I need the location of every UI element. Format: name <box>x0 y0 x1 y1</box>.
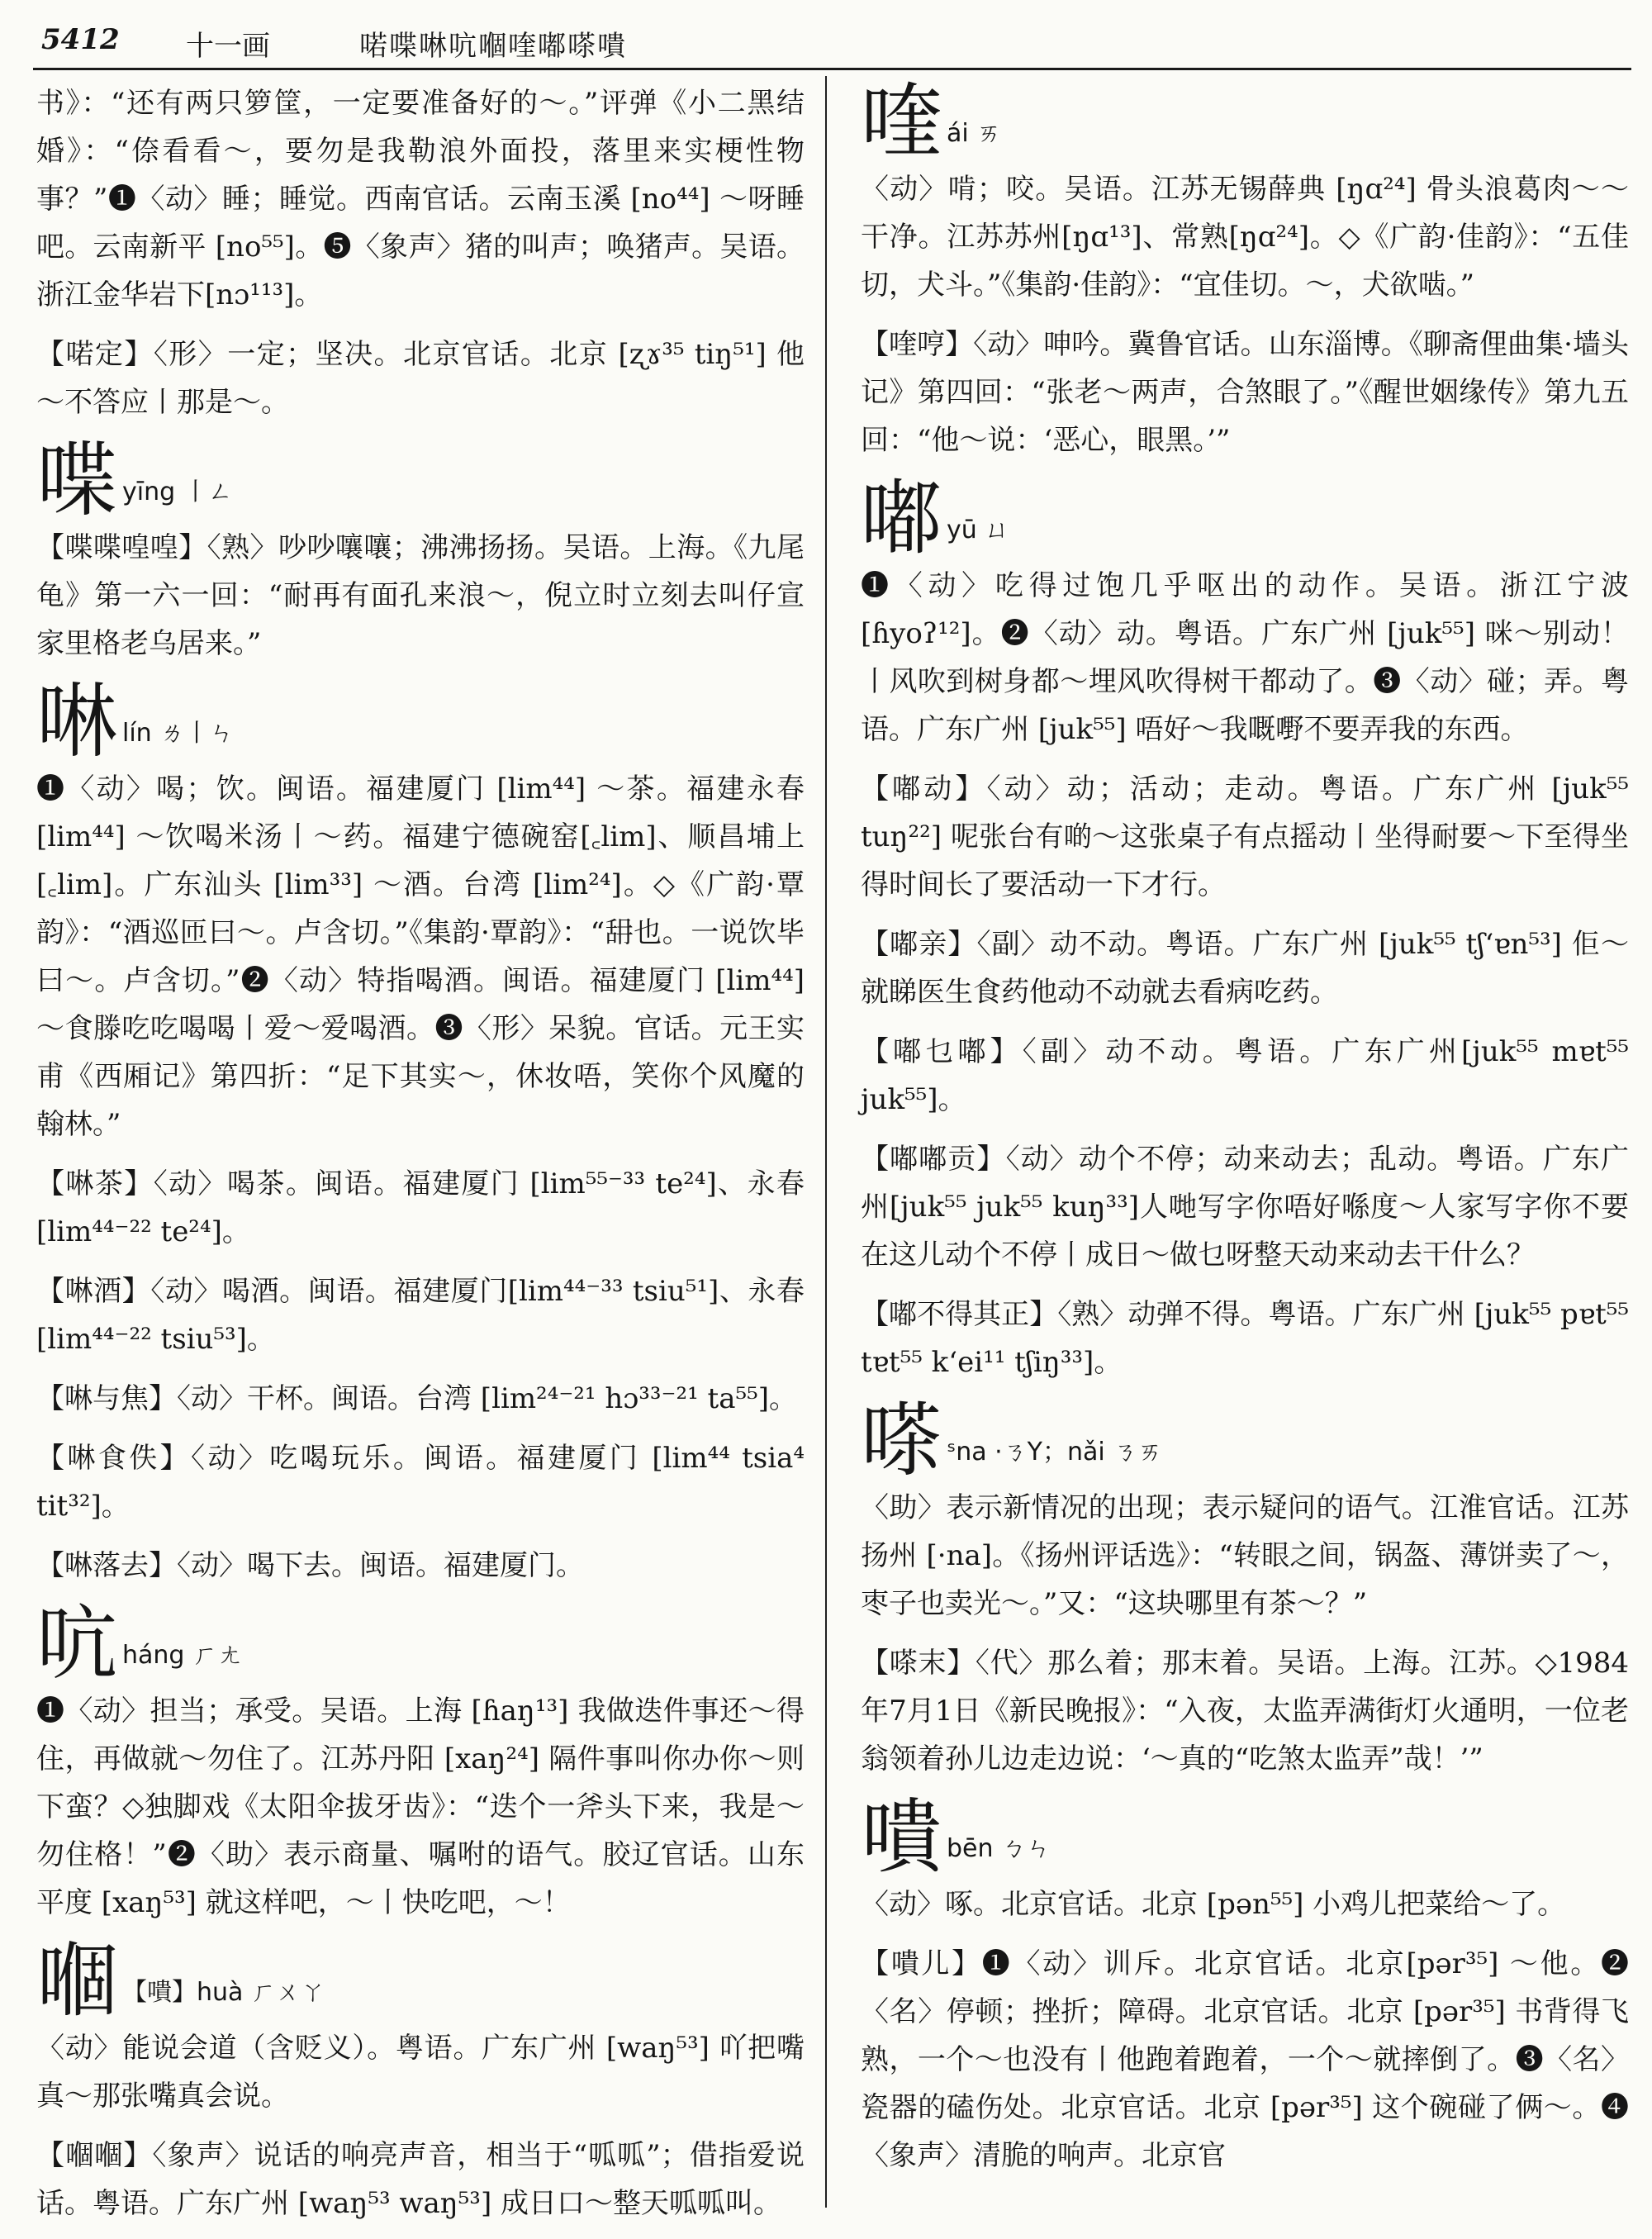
sub-entry: 【嘟嘟贡】〈动〉动个不停；动来动去；乱动。粤语。广东广州[juk⁵⁵ juk⁵⁵ kuŋ³³]人哋写字你唔好喺度～人家写字你不要在这儿动个不停丨成日～做乜呀整天动来动去干什么？ <box>861 1143 1629 1272</box>
sub-entry: 【啉酒】〈动〉喝酒。闽语。福建厦门[lim⁴⁴⁻³³ tsiu⁵¹]、永春 [lim⁴⁴⁻²² tsiu⁵³]。 <box>36 1275 805 1356</box>
definition-text: ❶〈动〉担当；承受。吴语。上海 [ɦaŋ¹³] 我做迭件事还～得住，再做就～勿住了。江苏丹阳 [xaŋ²⁴] 隔件事叫你办你～则下蛮？◇独脚戏《太阳伞拔牙齿》：“迭个一斧头下来，我是～勿住格！”❷〈助〉表示商量、嘱咐的语气。胶辽官话。山东平度 [xaŋ⁵³] 就这样吧，～丨快吃吧，～！ <box>36 1695 805 1919</box>
page-number: 5412 <box>41 23 120 56</box>
pronunciation: ái ㄞ <box>947 119 1002 148</box>
sub-entry: 【喋喋喤喤】〈熟〉吵吵嚷嚷；沸沸扬扬。吴语。上海。《九尾龟》第一六一回：“耐再有面孔来浪～，倪立时立刻去叫仔宣家里格老乌居来。” <box>36 531 805 660</box>
sub-entry: 【嗏末】〈代〉那么着；那末着。吴语。上海。江苏。◇1984年7月1日《新民晚报》：“入夜，太监弄满街灯火通明，一位老翁领着孙儿边走边说：‘～真的“吃煞太监弄”哉！’” <box>861 1647 1629 1776</box>
header-characters: 喏喋啉吭嗰喹嘟嗏嘳 <box>359 30 627 63</box>
headword-entry <box>861 1790 1629 1885</box>
sub-entry: 【喏定】〈形〉一定；坚决。北京官话。北京 [ʐɤ³⁵ tiŋ⁵¹] 他～不答应丨那是～。 <box>36 338 805 419</box>
sub-entry: 【嘟亲】〈副〉动不动。粤语。广东广州 [juk⁵⁵ tʃʻɐn⁵³] 佢～就睇医生食药他动不动就去看病吃药。 <box>861 928 1629 1009</box>
headword-entry <box>861 1394 1629 1488</box>
definition-text: ❶〈动〉喝；饮。闽语。福建厦门 [lim⁴⁴] ～茶。福建永春 [lim⁴⁴] ～饮喝米汤丨～药。福建宁德碗窑[꜀lim]、顺昌埔上[꜀lim]。广东汕头 [lim³³] ～酒。台湾 [lim²⁴]。◇《广韵·覃韵》：“酒巡匝曰～。卢含切。”《集韵·覃韵》：“䑙也。一说饮毕曰～。卢含切。”❷〈动〉特指喝酒。闽语。福建厦门 [lim⁴⁴] ～食滕吃吃喝喝丨爱～爱喝酒。❸〈形〉呆貌。官话。元王实甫《西厢记》第四折：“足下其实～，休妆唔，笑你个风魔的翰林。” <box>36 772 805 1141</box>
headword: 喋 <box>36 434 118 528</box>
left-column <box>36 79 805 2239</box>
headword: 啉 <box>36 675 118 769</box>
right-column <box>861 75 1629 2191</box>
pronunciation: yīng 丨ㄥ <box>122 478 233 506</box>
pronunciation: ˢna ·ㄋY；nǎi ㄋㄞ <box>947 1438 1163 1467</box>
sub-entry: 【嘟动】〈动〉动；活动；走动。粤语。广东广州 [juk⁵⁵ tuŋ²²] 呢张台有啲～这张桌子有点摇动丨坐得耐要～下至得坐得时间长了要活动一下才行。 <box>861 772 1629 901</box>
header-rule <box>33 68 1631 70</box>
definition-text: ❶〈动〉吃得过饱几乎呕出的动作。吴语。浙江宁波 [ɦyoʔ¹²]。❷〈动〉动。粤语。广东广州 [juk⁵⁵] 咪～别动！丨风吹到树身都～埋风吹得树干都动了。❸〈动〉碰；弄。粤语。广东广州 [juk⁵⁵] 唔好～我嘅嘢不要弄我的东西。 <box>861 569 1629 746</box>
sub-entry: 【喹哼】〈动〉呻吟。冀鲁官话。山东淄博。《聊斋俚曲集·墙头记》第四回：“张老～两声，合煞眼了。”《醒世姻缘传》第九五回：“他～说：‘恶心，眼黑。’” <box>861 328 1629 457</box>
sub-entry: 【啉食佚】〈动〉吃喝玩乐。闽语。福建厦门 [lim⁴⁴ tsia⁴ tit³²]。 <box>36 1442 805 1523</box>
pronunciation: háng ㄏㄤ <box>122 1641 243 1670</box>
page-header <box>41 18 1627 61</box>
headword-entry <box>36 434 805 528</box>
definition-text: 书》：“还有两只箩筐，一定要准备好的～。”评弹《小二黑结婚》：“倷看看～，要勿是我勒浪外面投，落里来实梗性物事？”❶〈动〉睡；睡觉。西南官话。云南玉溪 [no⁴⁴] ～呀睡吧。云南新平 [no⁵⁵]。❺〈象声〉猪的叫声；唤猪声。吴语。浙江金华岩下[nɔ¹¹³]。 <box>36 87 805 311</box>
pronunciation: 【嘳】huà ㄏㄨㄚ <box>122 1978 325 2007</box>
pronunciation: lín ㄌ丨ㄣ <box>122 719 235 748</box>
definition-text: 〈动〉啄。北京官话。北京 [pən⁵⁵] 小鸡儿把菜给～了。 <box>861 1888 1566 1921</box>
column-divider <box>825 76 827 2208</box>
sub-entry: 【啉与焦】〈动〉干杯。闽语。台湾 [lim²⁴⁻²¹ hɔ³³⁻²¹ ta⁵⁵]。 <box>36 1382 798 1415</box>
section-title: 十一画 <box>186 30 270 63</box>
headword-entry <box>36 1597 805 1691</box>
sub-entry: 【嘳儿】❶〈动〉训斥。北京官话。北京[pər³⁵] ～他。❷〈名〉停顿；挫折；障碍。北京官话。北京 [pər³⁵] 书背得飞熟，一个～也没有丨他跑着跑着，一个～就摔倒了。❸〈名〉瓷器的磕伤处。北京官话。北京 [pər³⁵] 这个碗碰了俩～。❹〈象声〉清脆的响声。北京官 <box>861 1947 1629 2172</box>
headword: 吭 <box>36 1597 118 1691</box>
headword-entry <box>861 472 1629 566</box>
pronunciation: yū ㄩ <box>947 516 1010 544</box>
sub-entry: 【啉茶】〈动〉喝茶。闽语。福建厦门 [lim⁵⁵⁻³³ te²⁴]、永春 [lim⁴⁴⁻²² te²⁴]。 <box>36 1167 805 1248</box>
sub-entry: 【啉落去】〈动〉喝下去。闽语。福建厦门。 <box>36 1549 584 1582</box>
headword-entry <box>861 75 1629 169</box>
definition-text: 〈助〉表示新情况的出现；表示疑问的语气。江淮官话。江苏扬州 [·na]。《扬州评话选》：“转眼之间，锅盔、薄饼卖了～，枣子也卖光～。”又：“这块哪里有茶～？” <box>861 1491 1629 1620</box>
headword-entry <box>36 675 805 769</box>
headword-entry <box>36 1934 805 2028</box>
headword: 嗏 <box>861 1394 942 1488</box>
sub-entry: 【嗰嗰】〈象声〉说话的响亮声音，相当于“呱呱”；借指爱说话。粤语。广东广州 [waŋ⁵³ waŋ⁵³] 成日口～整天呱呱叫。 <box>36 2139 805 2220</box>
definition-text: 〈动〉能说会道（含贬义）。粤语。广东广州 [waŋ⁵³] 吖把嘴真～那张嘴真会说。 <box>36 2032 805 2113</box>
sub-entry: 【嘟不得其正】〈熟〉动弹不得。粤语。广东广州 [juk⁵⁵ pɐt⁵⁵ tɐt⁵⁵ kʻei¹¹ tʃiŋ³³]。 <box>861 1298 1629 1379</box>
definition-text: 〈动〉啃；咬。吴语。江苏无锡薛典 [ŋɑ²⁴] 骨头浪葛肉～～干净。江苏苏州[ŋɑ¹³]、常熟[ŋɑ²⁴]。◇《广韵·佳韵》：“五佳切，犬斗。”《集韵·佳韵》：“宜佳切。～，犬欲啮。” <box>861 173 1629 302</box>
headword: 嘳 <box>861 1790 942 1885</box>
pronunciation: bēn ㄅㄣ <box>947 1834 1051 1863</box>
headword: 喹 <box>861 75 942 169</box>
sub-entry: 【嘟乜嘟】〈副〉动不动。粤语。广东广州[juk⁵⁵ mɐt⁵⁵ juk⁵⁵]。 <box>861 1035 1629 1116</box>
headword: 嗰 <box>36 1934 118 2028</box>
headword: 嘟 <box>861 472 942 566</box>
